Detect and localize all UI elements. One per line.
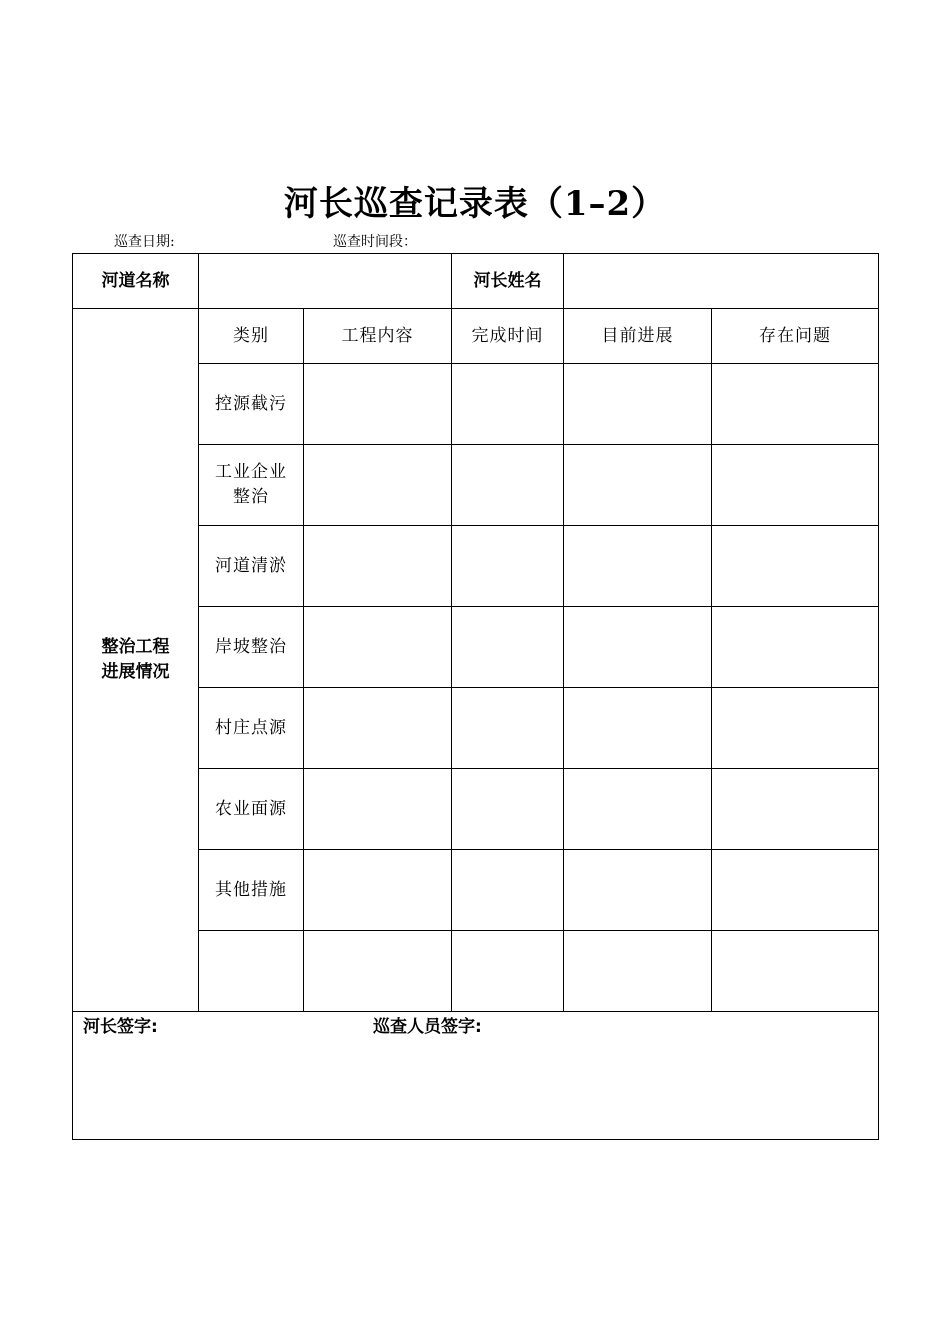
existing-problems-field[interactable] bbox=[712, 364, 879, 445]
current-progress-field[interactable] bbox=[564, 688, 712, 769]
project-content-field[interactable] bbox=[304, 607, 452, 688]
existing-problems-field[interactable] bbox=[712, 769, 879, 850]
signature-area[interactable] bbox=[73, 1012, 879, 1140]
completion-time-field[interactable] bbox=[452, 364, 564, 445]
current-progress-field[interactable] bbox=[564, 931, 712, 1012]
project-content-field[interactable] bbox=[304, 688, 452, 769]
river-name-field[interactable] bbox=[199, 254, 452, 309]
page-title: 河长巡查记录表（1–2） bbox=[283, 184, 667, 224]
river-chief-name-field[interactable] bbox=[564, 254, 879, 309]
completion-time-field[interactable] bbox=[452, 850, 564, 931]
current-progress-field[interactable] bbox=[564, 850, 712, 931]
remediation-progress-label-line1: 整治工程 bbox=[101, 637, 170, 657]
column-header-current-progress: 目前进展 bbox=[564, 309, 712, 364]
project-content-field[interactable] bbox=[304, 364, 452, 445]
category-cell[interactable] bbox=[199, 931, 304, 1012]
project-content-field[interactable] bbox=[304, 931, 452, 1012]
completion-time-field[interactable] bbox=[452, 931, 564, 1012]
column-header-completion-time: 完成时间 bbox=[452, 309, 564, 364]
project-content-field[interactable] bbox=[304, 526, 452, 607]
category-cell: 工业企业 整治 bbox=[199, 445, 304, 526]
inspection-date-label: 巡查日期: bbox=[114, 234, 175, 250]
remediation-progress-label-line2: 进展情况 bbox=[101, 662, 170, 682]
column-header-project-content: 工程内容 bbox=[304, 309, 452, 364]
existing-problems-field[interactable] bbox=[712, 607, 879, 688]
completion-time-field[interactable] bbox=[452, 607, 564, 688]
river-chief-signature-label: 河长签字: bbox=[83, 1016, 158, 1037]
current-progress-field[interactable] bbox=[564, 607, 712, 688]
inspection-period-label: 巡查时间段： bbox=[333, 234, 417, 250]
existing-problems-field[interactable] bbox=[712, 526, 879, 607]
project-content-field[interactable] bbox=[304, 850, 452, 931]
inspector-signature-label: 巡查人员签字: bbox=[373, 1016, 482, 1037]
remediation-progress-label bbox=[73, 309, 199, 1012]
completion-time-field[interactable] bbox=[452, 769, 564, 850]
completion-time-field[interactable] bbox=[452, 688, 564, 769]
completion-time-field[interactable] bbox=[452, 445, 564, 526]
existing-problems-field[interactable] bbox=[712, 445, 879, 526]
current-progress-field[interactable] bbox=[564, 364, 712, 445]
category-cell: 河道清淤 bbox=[199, 526, 304, 607]
completion-time-field[interactable] bbox=[452, 526, 564, 607]
river-name-label: 河道名称 bbox=[73, 254, 199, 309]
existing-problems-field[interactable] bbox=[712, 688, 879, 769]
column-header-category: 类别 bbox=[199, 309, 304, 364]
current-progress-field[interactable] bbox=[564, 526, 712, 607]
current-progress-field[interactable] bbox=[564, 769, 712, 850]
category-cell: 其他措施 bbox=[199, 850, 304, 931]
river-chief-name-label: 河长姓名 bbox=[452, 254, 564, 309]
project-content-field[interactable] bbox=[304, 769, 452, 850]
current-progress-field[interactable] bbox=[564, 445, 712, 526]
existing-problems-field[interactable] bbox=[712, 931, 879, 1012]
category-cell: 控源截污 bbox=[199, 364, 304, 445]
existing-problems-field[interactable] bbox=[712, 850, 879, 931]
category-cell: 农业面源 bbox=[199, 769, 304, 850]
category-cell: 岸坡整治 bbox=[199, 607, 304, 688]
column-header-existing-problems: 存在问题 bbox=[712, 309, 879, 364]
inspection-form-table bbox=[72, 253, 879, 1140]
project-content-field[interactable] bbox=[304, 445, 452, 526]
category-cell: 村庄点源 bbox=[199, 688, 304, 769]
